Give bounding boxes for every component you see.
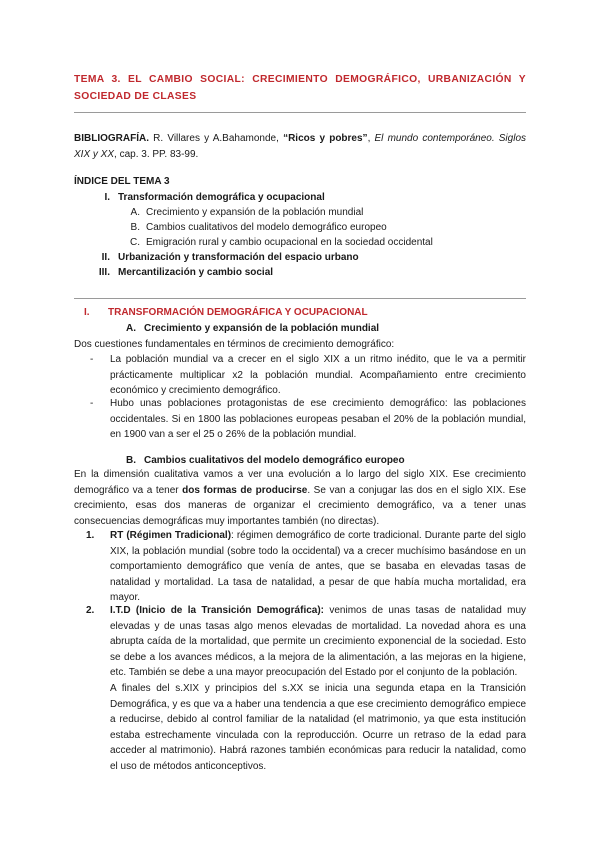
section-title: TRANSFORMACIÓN DEMOGRÁFICA Y OCUPACIONAL (108, 307, 368, 318)
bibliography (74, 131, 526, 163)
section-num: I. (84, 307, 90, 318)
index-label: Mercantilización y cambio social (118, 267, 274, 278)
index-num: II. (101, 252, 110, 263)
index-num: B. (130, 222, 140, 233)
bibliography-authors: R. Villares y A.Bahamonde, (149, 133, 284, 144)
index-label: Cambios cualitativos del modelo demográfico europeo (146, 222, 387, 233)
title-divider (74, 112, 526, 113)
index-num: C. (130, 237, 140, 248)
index-label: Transformación demográfica y ocupacional (118, 192, 325, 203)
intro-b-emphasis: dos formas de producirse (182, 484, 308, 496)
bibliography-work: “Ricos y pobres” (283, 133, 368, 144)
bullet-dash: - (90, 398, 94, 409)
bullet-text: La población mundial va a crecer en el siglo XIX a un ritmo inédito, que le va a permitir prácticamente multiplicar x2 la población mundial. Acompañamiento entre crecimiento económico y crecimiento demográfico. (110, 354, 526, 397)
item-text (110, 603, 526, 681)
intro-paragraph-a: Dos cuestiones fundamentales en términos de crecimiento demográfico: (74, 339, 395, 350)
index-num: III. (98, 267, 110, 278)
item-term: I.T.D (Inicio de la Transición Demográfica): (110, 605, 325, 616)
index-label: Urbanización y transformación del espacio urbano (118, 252, 359, 263)
intro-paragraph-b (74, 467, 526, 529)
bullet-item (74, 352, 526, 399)
numbered-item-1 (74, 528, 526, 606)
intro-b-text-end: . Se van a conjugar las dos en el siglo XIX. Ese crecimiento, esas dos maneras de organizar el crecimiento demográfico, va a tener unas consecuencias demográficas muy importantes también (no directas). (74, 484, 527, 527)
subsection-title: Cambios cualitativos del modelo demográfico europeo (144, 455, 405, 466)
index-heading: ÍNDICE DEL TEMA 3 (74, 176, 170, 187)
bullet-text: Hubo unas poblaciones protagonistas de ese crecimiento demográfico: las poblaciones occidentales. Si en 1800 las poblaciones europeas pesaban el 20% de la población mundial, en 1900 van a ser el 25 o 26% de la población mundial. (110, 398, 526, 441)
item-num: 2. (86, 605, 95, 616)
bullet-item (74, 396, 526, 443)
item-term: RT (Régimen Tradicional) (110, 530, 232, 541)
bibliography-separator: , (367, 133, 375, 144)
numbered-item-2 (74, 603, 526, 775)
item-body: venimos de unas tasas de natalidad muy elevadas y de unas tasas algo menos elevadas de mortalidad. La novedad ahora es una abrupta caída de la mortalidad, que permite un crecimiento exponencial de la sociedad. Esto se debe a los avances médicos, a la mejora de la alimentación, a las mejoras en la higiene, etc. También se debe a una mayor preocupación del Estado por el conjunto de la población. (110, 605, 527, 679)
subsection-title: Crecimiento y expansión de la población mundial (144, 323, 380, 334)
bullet-dash: - (90, 354, 94, 365)
index-num: I. (104, 192, 110, 203)
document-title: TEMA 3. EL CAMBIO SOCIAL: CRECIMIENTO DEMOGRÁFICO, URBANIZACIÓN Y SOCIEDAD DE CLASES (74, 74, 526, 102)
item-num: 1. (86, 530, 95, 541)
bibliography-book: El mundo contemporáneo. Siglos XIX y XX (74, 133, 527, 160)
index-divider (74, 298, 526, 299)
bibliography-pages: , cap. 3. PP. 83-99. (114, 149, 199, 160)
item-text (110, 528, 526, 606)
subsection-num: A. (126, 323, 136, 334)
index-label: Crecimiento y expansión de la población mundial (146, 207, 364, 218)
index-num: A. (130, 207, 140, 218)
intro-b-text: En la dimensión cualitativa vamos a ver una evolución a lo largo del siglo XIX. Ese crecimiento demográfico va a tener (74, 469, 526, 496)
index-label: Emigración rural y cambio ocupacional en la sociedad occidental (146, 237, 433, 248)
bibliography-label: BIBLIOGRAFÍA. (74, 133, 149, 144)
item-body: : régimen demográfico de corte tradicional. Durante parte del siglo XIX, la población mundial (sobre todo la occidental) va a crecer muchísimo basándose en un comportamiento demográfico que venía de antes, que se basaba en elevadas tasas de natalidad y mortalidad. La tasa de natalidad, a pesar de que había mucha mortalidad, era mayor. (110, 530, 526, 604)
subsection-num: B. (126, 455, 136, 466)
item-continuation: A finales del s.XIX y principios del s.XX se inicia una segunda etapa en la Transición Demográfica, y es que va a haber una tendencia a que ese crecimiento demográfico empiece a reducirse, debido al control familiar de la natalidad (el matrimonio, ya que esta institución estaba estrechamente vinculada con la reproducción. Ocurre un retraso de la edad para acceder al matrimonio). Habrá razones también económicas para reducir la natalidad, como el uso de métodos anticonceptivos. (110, 682, 526, 772)
